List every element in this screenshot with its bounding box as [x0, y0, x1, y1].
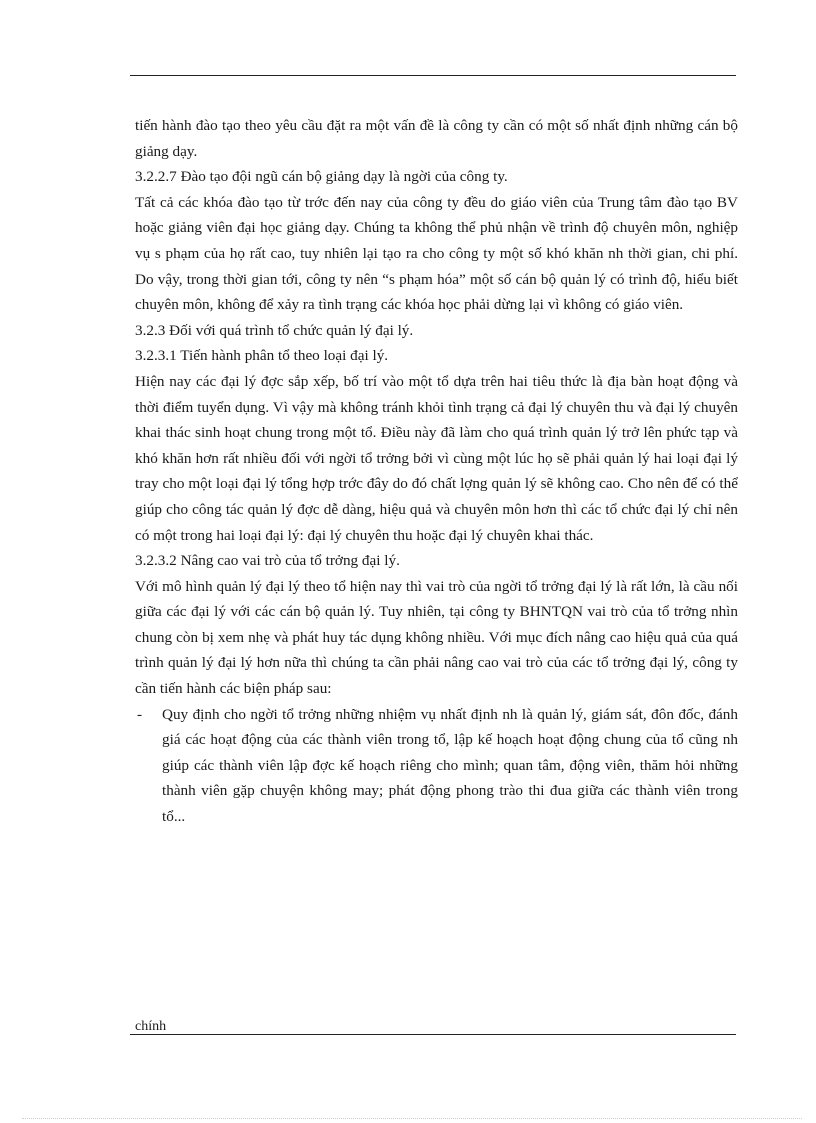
paragraph: Với mô hình quản lý đại lý theo tổ hiện nay thì vai trò của ngời tổ trởng đại lý là rất lớn, là cầu nối giữa các đại lý với các cán bộ quản lý. Tuy nhiên, tại công ty BHNTQN vai trò của tổ trởng nhìn chung còn bị xem nhẹ và phát huy tác dụng không nhiều. Với mục đích nâng cao hiệu quả của quá trình quản lý đại lý hơn nữa thì chúng ta cần phải nâng cao vai trò của các tổ trởng đại lý, công ty cần tiến hành các biện pháp sau: — [135, 577, 738, 698]
footer-text: chính — [135, 1019, 167, 1034]
section-heading: 3.2.3.1 Tiến hành phân tổ theo loại đại lý. — [135, 347, 389, 365]
footer-rule — [130, 1034, 736, 1035]
section-heading: 3.2.2.7 Đào tạo đội ngũ cán bộ giảng dạy là ngời của công ty. — [135, 168, 508, 186]
bullet-mark: - — [137, 705, 143, 723]
paragraph: Tất cả các khóa đào tạo từ trớc đến nay của công ty đều do giáo viên của Trung tâm đào tạo BV hoặc giảng viên đại học giảng dạy. Chúng ta không thể phủ nhận về trình độ chuyên môn, nghiệp vụ s phạm của họ rất cao, tuy nhiên lại tạo ra cho công ty một số khó khăn nh thời gian, chi phí. Do vậy, trong thời gian tới, công ty nên “s phạm hóa” một số cán bộ quản lý có trình độ, hiểu biết chuyên môn, không để xảy ra tình trạng các khóa học phải dừng lại vì không có giáo viên. — [135, 193, 738, 314]
section-heading: 3.2.3 Đối với quá trình tổ chức quản lý đại lý. — [135, 321, 414, 339]
document-body — [135, 113, 738, 830]
section-heading: 3.2.3.2 Nâng cao vai trò của tổ trởng đại lý. — [135, 552, 400, 570]
bullet-text: Quy định cho ngời tổ trởng những nhiệm vụ nhất định nh là quản lý, giám sát, đôn đốc, đánh giá các hoạt động của các thành viên trong tổ, lập kế hoạch hoạt động chung của tổ cũng nh giúp các thành viên lập đợc kế hoạch riêng cho mình; quan tâm, động viên, thăm hỏi những thành viên gặp chuyện không may; phát động phong trào thi đua giữa các thành viên trong tổ... — [162, 705, 738, 826]
paragraph: Hiện nay các đại lý đợc sắp xếp, bố trí vào một tổ dựa trên hai tiêu thức là địa bàn hoạt động và thời điểm tuyển dụng. Vì vậy mà không tránh khỏi tình trạng cả đại lý chuyên thu và đại lý chuyên khai thác sinh hoạt chung trong một tổ. Điều này đã làm cho quá trình quản lý trở lên phức tạp và khó khăn hơn rất nhiều đối với ngời tổ trởng bởi vì cùng một lúc họ sẽ phải quản lý hai loại đại lý tray cho một loại đại lý tổng hợp trớc đây do đó chất lợng quản lý sẽ không cao. Cho nên để có thể giúp cho công tác quản lý đợc dễ dàng, hiệu quả và chuyên môn hơn thì các tổ chức đại lý chỉ nên có một trong hai loại đại lý: đại lý chuyên thu hoặc đại lý chuyên khai thác. — [135, 372, 738, 544]
page-edge-divider — [22, 1118, 802, 1119]
paragraph: tiến hành đào tạo theo yêu cầu đặt ra một vấn đề là công ty cần có một số nhất định những cán bộ giảng dạy. — [135, 117, 738, 160]
bullet-list — [135, 702, 738, 830]
list-item — [135, 702, 738, 830]
header-rule — [130, 75, 736, 76]
